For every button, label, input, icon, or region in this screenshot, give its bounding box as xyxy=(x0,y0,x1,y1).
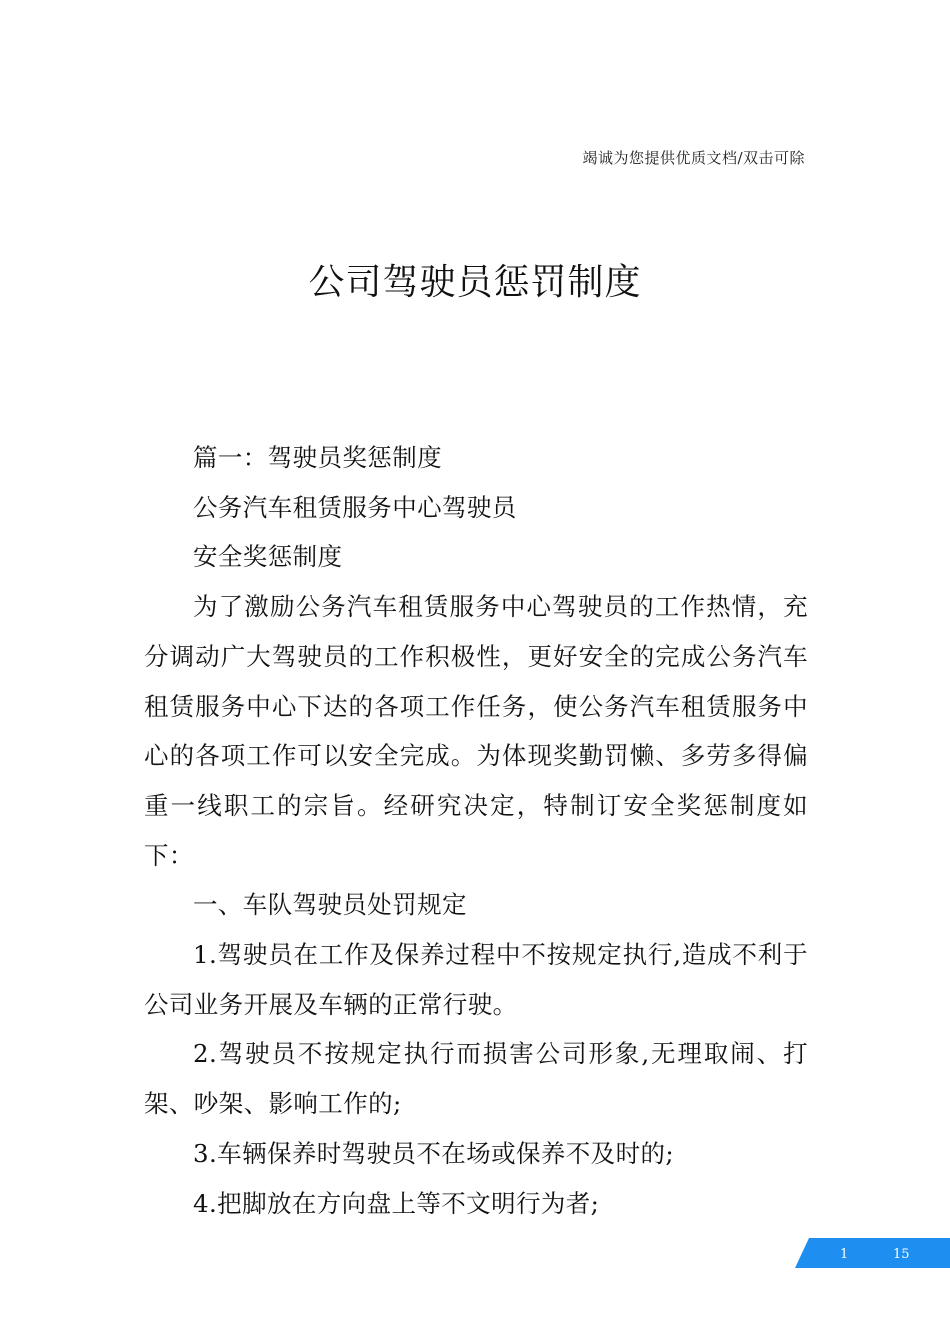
page-current: 1 xyxy=(840,1247,849,1262)
paragraph: 为了激励公务汽车租赁服务中心驾驶员的工作热情，充分调动广大驾驶员的工作积极性，更好安全的完成公务汽车租赁服务中心下达的各项工作任务，使公务汽车租赁服务中心的各项工作可以安全完成。为体现奖勤罚懒、多劳多得偏重一线职工的宗旨。经研究决定，特制订安全奖惩制度如下： xyxy=(144,592,808,870)
page-total: 15 xyxy=(893,1247,910,1262)
paragraph: 公务汽车租赁服务中心驾驶员 xyxy=(193,492,517,522)
paragraph: 3.车辆保养时驾驶员不在场或保养不及时的; xyxy=(193,1138,675,1168)
paragraph: 篇一：驾驶员奖惩制度 xyxy=(193,443,442,472)
paragraph: 4.把脚放在方向盘上等不文明行为者; xyxy=(193,1188,600,1218)
page-badge-background xyxy=(795,1238,950,1268)
document-body xyxy=(144,433,808,1228)
paragraph: 一、车队驾驶员处罚规定 xyxy=(193,890,467,920)
paragraph: 1.驾驶员在工作及保养过程中不按规定执行,造成不利于公司业务开展及车辆的正常行驶。 xyxy=(144,940,808,1019)
page-number-badge xyxy=(795,1238,950,1268)
document-title: 公司驾驶员惩罚制度 xyxy=(308,262,642,303)
header-note: 竭诚为您提供优质文档/双击可除 xyxy=(582,149,805,167)
paragraph: 2.驾驶员不按规定执行而损害公司形象,无理取闹、打架、吵架、影响工作的; xyxy=(144,1039,808,1119)
paragraph: 安全奖惩制度 xyxy=(193,542,343,572)
